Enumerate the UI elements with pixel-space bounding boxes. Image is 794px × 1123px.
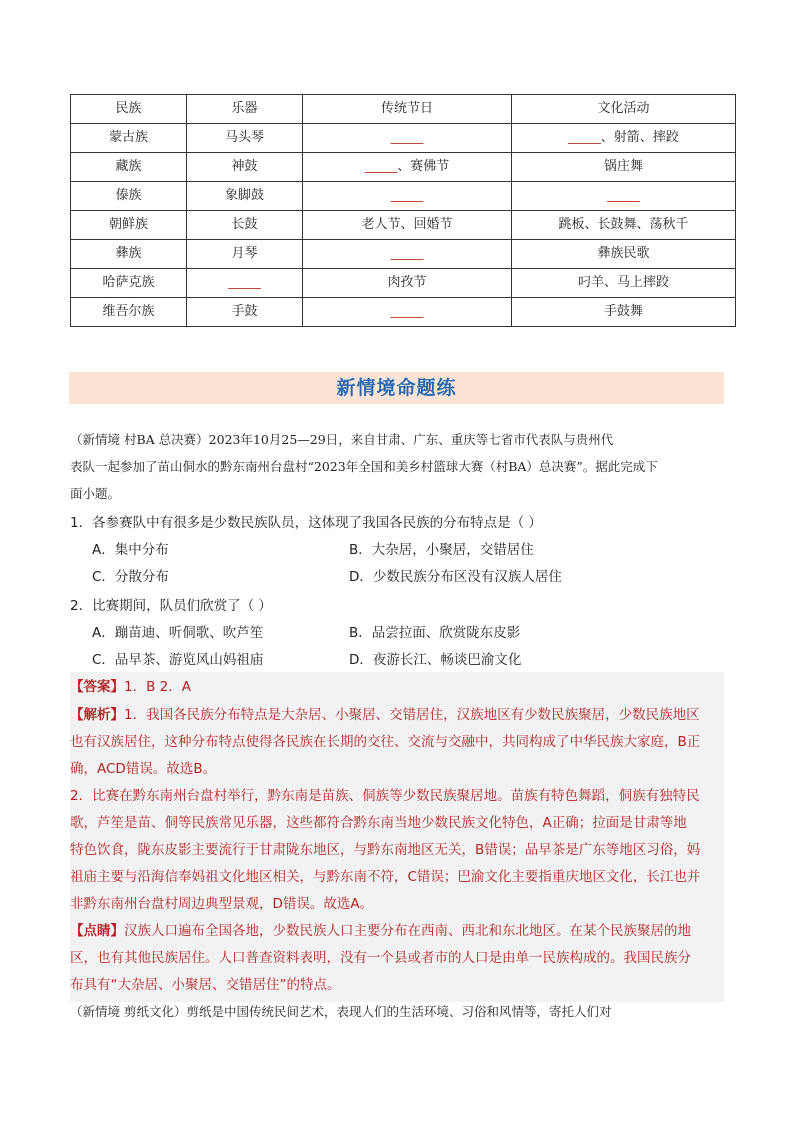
question-1-option-a[interactable]: A．集中分布 xyxy=(92,542,169,558)
table-cell: _____、射箭、摔跤 xyxy=(512,124,736,153)
table-cell: 维吾尔族 xyxy=(71,298,187,327)
question-1-stem: 1．各参赛队中有很多是少数民族队员，这体现了我国各民族的分布特点是（ ） xyxy=(70,515,542,531)
table-cell: 彝族 xyxy=(71,240,187,269)
table-row xyxy=(71,124,736,153)
table-cell: _____ xyxy=(303,240,512,269)
analysis-tag: 【解析】 xyxy=(70,707,124,723)
table-cell: 蒙古族 xyxy=(71,124,187,153)
tip-line: 区，也有其他民族居住。人口普查资料表明，没有一个县或者市的人口是由单一民族构成的。我国民族分 xyxy=(70,950,691,966)
table-row xyxy=(71,211,736,240)
question-1-option-c[interactable]: C．分散分布 xyxy=(92,569,169,585)
table-row xyxy=(71,153,736,182)
table-cell: 跳板、长鼓舞、荡秋千 xyxy=(512,211,736,240)
table-cell: 哈萨克族 xyxy=(71,269,187,298)
question-2-option-a[interactable]: A．蹦苗迪、听侗歌、吹芦笙 xyxy=(92,625,264,641)
table-cell: _____ xyxy=(512,182,736,211)
next-intro-line: （新情境 剪纸文化）剪纸是中国传统民间艺术，表现人们的生活环境、习俗和风情等，寄托人们对 xyxy=(70,1004,612,1019)
analysis-line: 祖庙主要与沿海信奉妈祖文化地区相关，与黔东南不符，C错误；巴渝文化主要指重庆地区文化，长江也并 xyxy=(70,869,701,885)
table-cell: 朝鲜族 xyxy=(71,211,187,240)
table-row xyxy=(71,240,736,269)
analysis-line: 也有汉族居住，这种分布特点使得各民族在长期的交往、交流与交融中，共同构成了中华民族大家庭，B正 xyxy=(70,734,701,750)
table-cell: 傣族 xyxy=(71,182,187,211)
ethnic-culture-table xyxy=(70,94,736,327)
question-2-option-c[interactable]: C．品早茶、游览风山妈祖庙 xyxy=(92,652,264,668)
table-cell: _____、赛佛节 xyxy=(303,153,512,182)
tip-text: 汉族人口遍布全国各地，少数民族人口主要分布在西南、西北和东北地区。在某个民族聚居的地 xyxy=(124,923,691,939)
table-cell: 手鼓 xyxy=(187,298,303,327)
section-banner: 新情境命题练 xyxy=(69,372,724,404)
table-header-cell: 文化活动 xyxy=(512,95,736,124)
table-cell: 马头琴 xyxy=(187,124,303,153)
tip-line xyxy=(70,918,726,946)
intro-line: （新情境 村BA 总决赛）2023年10月25—29日，来自甘肃、广东、重庆等七省市代表队与贵州代 xyxy=(70,432,614,447)
analysis-line xyxy=(70,702,726,730)
table-row xyxy=(71,269,736,298)
table-cell: 藏族 xyxy=(71,153,187,182)
analysis-line: 歌，芦笙是苗、侗等民族常见乐器，这些都符合黔东南当地少数民族文化特色，A正确；拉面是甘肃等地 xyxy=(70,815,687,831)
table-cell: 肉孜节 xyxy=(303,269,512,298)
question-2-option-d[interactable]: D．夜游长江、畅谈巴渝文化 xyxy=(349,652,522,668)
table-row xyxy=(71,298,736,327)
analysis-line: 非黔东南州台盘村周边典型景观，D错误。故选A。 xyxy=(70,896,374,912)
tip-line: 布具有“大杂居、小聚居、交错居住”的特点。 xyxy=(70,977,341,993)
answer-text: 1．B 2．A xyxy=(124,679,191,695)
table-cell: 象脚鼓 xyxy=(187,182,303,211)
analysis-line: 确，ACD错误。故选B。 xyxy=(70,761,217,777)
answer-line xyxy=(70,674,726,702)
table-header-cell: 民族 xyxy=(71,95,187,124)
table-cell: 神鼓 xyxy=(187,153,303,182)
table-cell: _____ xyxy=(187,269,303,298)
table-cell: _____ xyxy=(303,182,512,211)
table-cell: 月琴 xyxy=(187,240,303,269)
table-header-cell: 传统节日 xyxy=(303,95,512,124)
ethnic-culture-table-wrap xyxy=(70,94,735,327)
question-2-option-b[interactable]: B．品尝拉面、欣赏陇东皮影 xyxy=(349,625,521,641)
intro-line: 面小题。 xyxy=(70,486,121,501)
analysis-text: 1．我国各民族分布特点是大杂居、小聚居、交错居住，汉族地区有少数民族聚居，少数民族地区 xyxy=(124,707,700,723)
analysis-line: 特色饮食，陇东皮影主要流行于甘肃陇东地区，与黔东南地区无关，B错误；品早茶是广东等地区习俗，妈 xyxy=(70,842,701,858)
table-cell: 叼羊、马上摔跤 xyxy=(512,269,736,298)
answer-tag: 【答案】 xyxy=(70,679,124,695)
table-cell: 彝族民歌 xyxy=(512,240,736,269)
question-1-option-d[interactable]: D．少数民族分布区没有汉族人居住 xyxy=(349,569,562,585)
table-header-row xyxy=(71,95,736,124)
table-header-cell: 乐器 xyxy=(187,95,303,124)
table-cell: 手鼓舞 xyxy=(512,298,736,327)
tip-tag: 【点睛】 xyxy=(70,923,124,939)
intro-line: 表队一起参加了苗山侗水的黔东南州台盘村“2023年全国和美乡村篮球大赛（村BA）总决赛”。据此完成下 xyxy=(70,459,658,474)
question-1-option-b[interactable]: B．大杂居，小聚居，交错居住 xyxy=(349,542,534,558)
table-cell: 锅庄舞 xyxy=(512,153,736,182)
table-cell: 长鼓 xyxy=(187,211,303,240)
table-cell: _____ xyxy=(303,124,512,153)
table-cell: 老人节、回婚节 xyxy=(303,211,512,240)
table-row xyxy=(71,182,736,211)
analysis-line: 2．比赛在黔东南州台盘村举行，黔东南是苗族、侗族等少数民族聚居地。苗族有特色舞蹈，侗族有独特民 xyxy=(70,788,700,804)
question-2-stem: 2．比赛期间，队员们欣赏了（ ） xyxy=(70,598,272,614)
table-cell: _____ xyxy=(303,298,512,327)
